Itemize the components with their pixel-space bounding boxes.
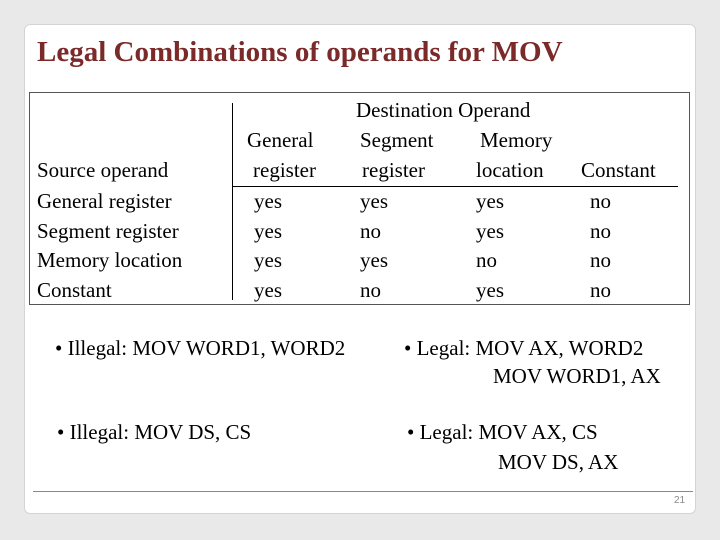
example-code-line2: MOV DS, AX: [498, 450, 619, 474]
example-kind: • Legal:: [407, 420, 479, 444]
cell-value: no: [590, 248, 611, 272]
col-header-general-line2: register: [253, 158, 316, 182]
page-number: 21: [674, 495, 686, 506]
table-header-underline: [233, 186, 678, 187]
row-header-label: Source operand: [37, 158, 169, 182]
cell-value: no: [590, 219, 611, 243]
cell-value: no: [590, 189, 611, 213]
cell-value: no: [360, 278, 381, 302]
cell-value: no: [360, 219, 381, 243]
col-header-general-line1: General: [247, 128, 314, 152]
cell-value: yes: [254, 189, 282, 213]
example-code: MOV AX, CS: [478, 420, 598, 444]
example-code-line2: MOV WORD1, AX: [493, 364, 661, 388]
example-kind: • Illegal:: [55, 336, 133, 360]
example-code: MOV DS, CS: [134, 420, 252, 444]
footer-divider: [33, 491, 693, 492]
cell-value: yes: [254, 219, 282, 243]
example-illegal-seg-seg: [57, 418, 251, 446]
col-header-constant: Constant: [581, 158, 656, 182]
cell-value: no: [590, 278, 611, 302]
cell-value: yes: [476, 278, 504, 302]
cell-value: yes: [254, 248, 282, 272]
example-kind: • Illegal:: [57, 420, 135, 444]
col-header-memory-line2: location: [476, 158, 544, 182]
col-header-segment-line2: register: [362, 158, 425, 182]
col-header-memory-line1: Memory: [480, 128, 553, 152]
cell-value: no: [476, 248, 497, 272]
row-source: Segment register: [37, 219, 179, 243]
example-code: MOV WORD1, WORD2: [132, 336, 346, 360]
col-header-segment-line1: Segment: [360, 128, 434, 152]
example-legal-seg: [407, 418, 598, 446]
table-vertical-divider: [232, 103, 233, 300]
example-illegal-mem-mem: [55, 334, 345, 362]
cell-value: yes: [476, 219, 504, 243]
example-kind: • Legal:: [404, 336, 476, 360]
row-source: Constant: [37, 278, 112, 302]
cell-value: yes: [254, 278, 282, 302]
example-legal-mem: [404, 334, 643, 362]
destination-header: Destination Operand: [356, 98, 531, 122]
cell-value: yes: [360, 248, 388, 272]
row-source: General register: [37, 189, 172, 213]
example-code: MOV AX, WORD2: [475, 336, 644, 360]
slide-title: Legal Combinations of operands for MOV: [37, 36, 563, 68]
cell-value: yes: [360, 189, 388, 213]
row-source: Memory location: [37, 248, 183, 272]
cell-value: yes: [476, 189, 504, 213]
